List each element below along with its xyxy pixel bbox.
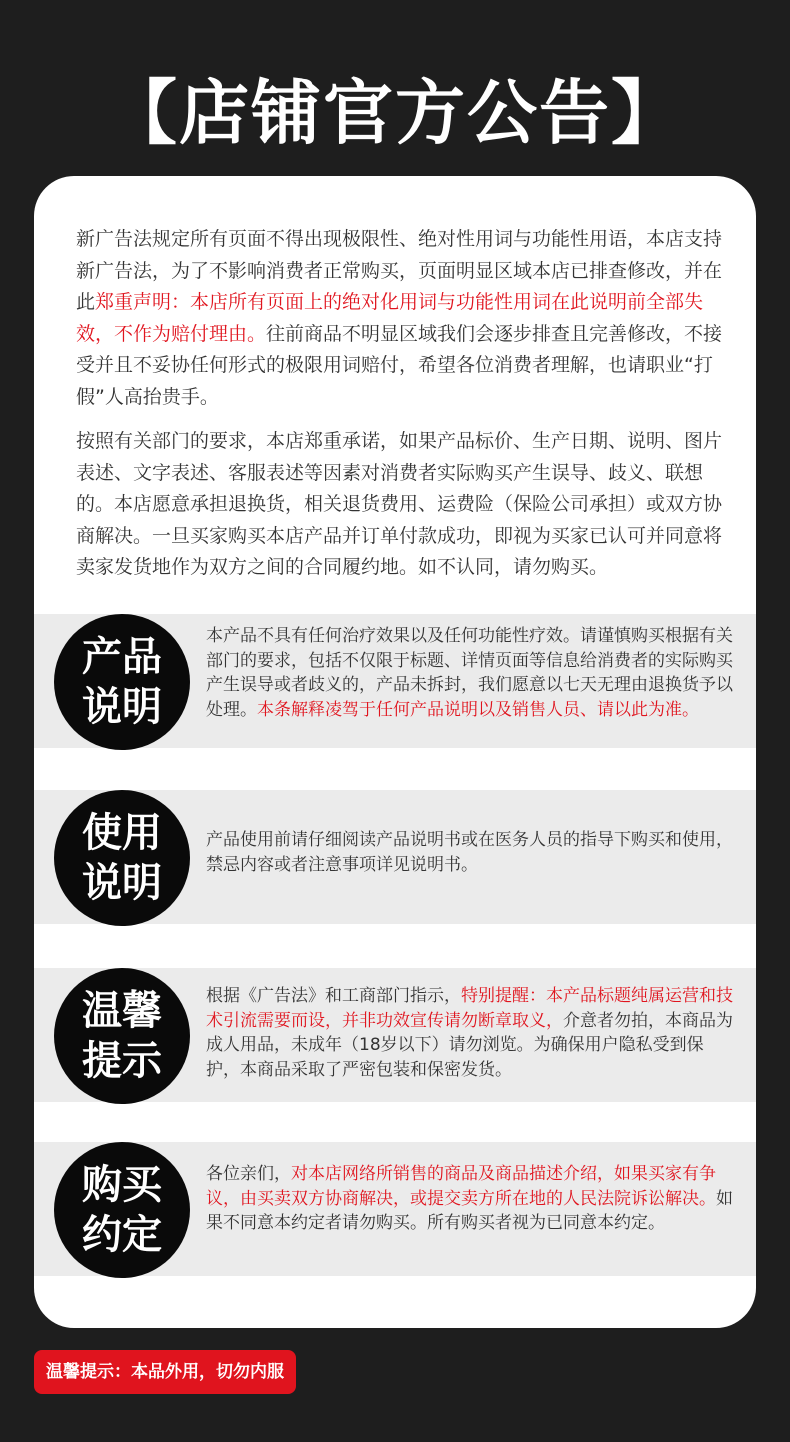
badge-line: 说明 — [82, 860, 162, 906]
section-text — [206, 624, 736, 722]
section-usage-instructions — [34, 790, 756, 924]
section-text — [206, 984, 736, 1082]
section-text-highlight: 特别提醒：本产品标题纯属运营和技术引流需要而设，并非功效宣传请勿断章取义， — [206, 986, 733, 1031]
intro-declaration-text: 郑重声明：本店所有页面上的绝对化用词与功能性用词在此说明前全部失效，不作为赔付理由。 — [76, 291, 704, 345]
badge-usage-instructions — [54, 790, 190, 926]
intro-paragraph-2: 按照有关部门的要求，本店郑重承诺，如果产品标价、生产日期、说明、图片表述、文字表述、客服表述等因素对消费者实际购买产生误导、歧义、联想的。本店愿意承担退换货，相关退货费用、运费险（保险公司承担）或双方协商解决。一旦买家购买本店产品并订单付款成功，即视为买家已认可并同意将卖家发货地作为双方之间的合同履约地。如不认同，请勿购买。 — [76, 430, 723, 578]
badge-warm-tips — [54, 968, 190, 1104]
section-text-highlight: 对本店网络所销售的商品及商品描述介绍，如果买家有争议，由买卖双方协商解决，或提交卖方所在地的人民法院诉讼解决。 — [206, 1164, 716, 1209]
intro-text: 新广告法规定所有页面不得出现极限性、绝对性用词与功能性用语，本店支持新广告法，为了不影响消费者正常购买，页面明显区域本店已排查修改，并在此 — [76, 228, 723, 313]
section-text-normal: 本产品不具有任何治疗效果以及任何功能性疗效。请谨慎购买根据有关部门的要求，包括不仅限于标题、详情页面等信息给消费者的实际购买产生误导或者歧义的，产品未拆封，我们愿意以七天无理由退换货予以处理。 — [206, 626, 733, 720]
badge-line: 说明 — [82, 684, 162, 730]
page-title: 【店铺官方公告】 — [107, 72, 683, 154]
badge-product-description — [54, 614, 190, 750]
badge-line: 产品 — [82, 634, 162, 680]
intro-paragraph-1 — [76, 224, 726, 413]
external-use-warning-badge: 温馨提示：本品外用，切勿内服 — [34, 1350, 296, 1394]
section-purchase-agreement — [34, 1142, 756, 1276]
section-text — [206, 1162, 736, 1236]
section-text-normal: 如果不同意本约定者请勿购买。所有购买者视为已同意本约定。 — [206, 1188, 733, 1233]
section-text-highlight: 本条解释凌驾于任何产品说明以及销售人员、请以此为准。 — [257, 699, 699, 720]
badge-line: 提示 — [82, 1038, 162, 1084]
badge-line: 使用 — [82, 810, 162, 856]
announcement-card — [34, 176, 756, 1328]
section-text-normal: 产品使用前请仔细阅读产品说明书或在医务人员的指导下购买和使用，禁忌内容或者注意事项详见说明书。 — [206, 830, 733, 875]
intro-text-continued: 往前商品不明显区域我们会逐步排查且完善修改，不接受并且不妥协任何形式的极限用词赔付，希望各位消费者理解，也请职业“打假”人高抬贵手。 — [76, 322, 723, 408]
section-text-normal: 介意者勿拍，本商品为成人用品，未成年（18岁以下）请勿浏览。为确保用户隐私受到保护，本商品采取了严密包装和保密发货。 — [206, 1010, 733, 1080]
section-text-normal: 根据《广告法》和工商部门指示， — [206, 986, 461, 1006]
badge-line: 温馨 — [82, 988, 162, 1034]
section-text-normal: 各位亲们， — [206, 1164, 291, 1184]
section-text — [206, 828, 736, 877]
section-warm-tips — [34, 968, 756, 1102]
section-product-description — [34, 614, 756, 748]
badge-line: 约定 — [82, 1212, 162, 1258]
badge-purchase-agreement — [54, 1142, 190, 1278]
badge-line: 购买 — [82, 1162, 162, 1208]
